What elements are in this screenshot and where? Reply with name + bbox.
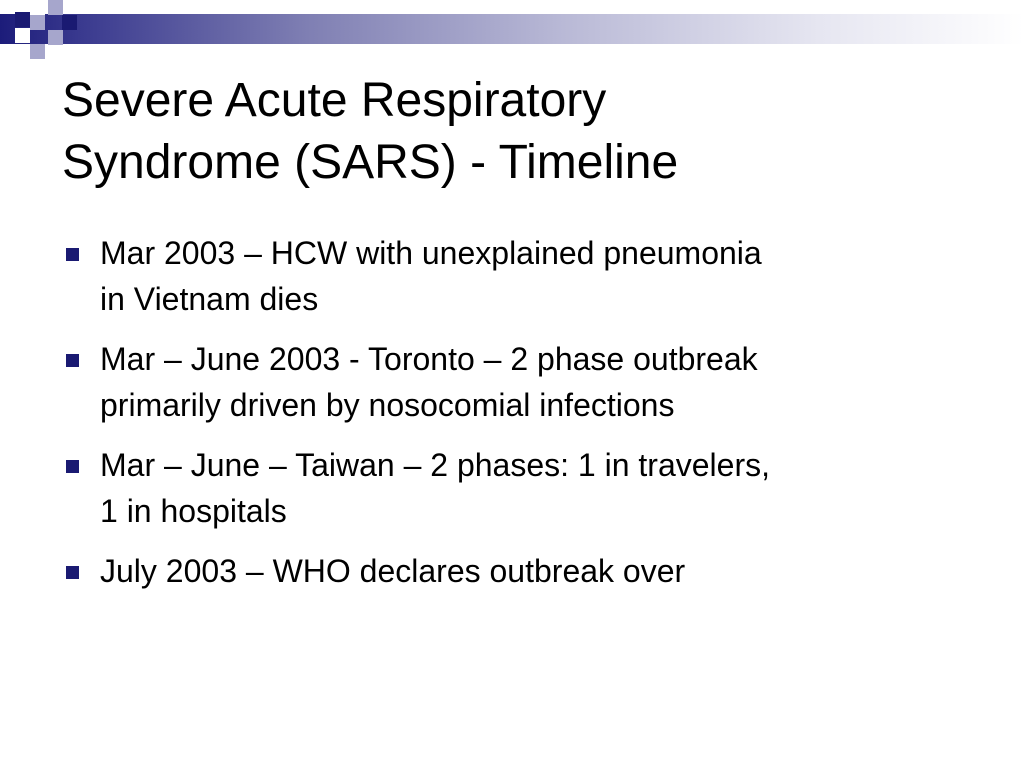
decor-square-light: [48, 0, 63, 15]
bullet-item: [62, 548, 962, 594]
decor-square-white: [15, 28, 30, 43]
slide-title-line: Severe Acute Respiratory: [62, 74, 607, 127]
decor-square-white: [30, 0, 45, 15]
slide-title-line: Syndrome (SARS) - Timeline: [62, 136, 679, 189]
bullet-text-line: Mar – June – Taiwan – 2 phases: 1 in travelers,: [100, 447, 770, 483]
slide-title: [62, 70, 962, 194]
square-bullet-icon: [66, 354, 79, 367]
decor-square-dark: [15, 12, 30, 27]
bullet-text-line: July 2003 – WHO declares outbreak over: [100, 553, 686, 589]
bullet-text-line: 1 in hospitals: [100, 493, 287, 529]
decor-square-dark: [62, 15, 77, 30]
decor-square-light: [30, 44, 45, 59]
bullet-text-line: Mar – June 2003 - Toronto – 2 phase outbreak: [100, 341, 758, 377]
bullet-list: [62, 230, 962, 608]
bullet-text-line: in Vietnam dies: [100, 281, 319, 317]
decor-square-light: [30, 15, 45, 30]
square-bullet-icon: [66, 566, 79, 579]
header-gradient-band: [0, 14, 1024, 44]
bullet-text-line: primarily driven by nosocomial infections: [100, 387, 675, 423]
bullet-text-line: Mar 2003 – HCW with unexplained pneumonia: [100, 235, 762, 271]
square-bullet-icon: [66, 460, 79, 473]
bullet-item: [62, 442, 962, 534]
square-bullet-icon: [66, 248, 79, 261]
bullet-item: [62, 230, 962, 322]
decor-square-light: [48, 30, 63, 45]
bullet-item: [62, 336, 962, 428]
